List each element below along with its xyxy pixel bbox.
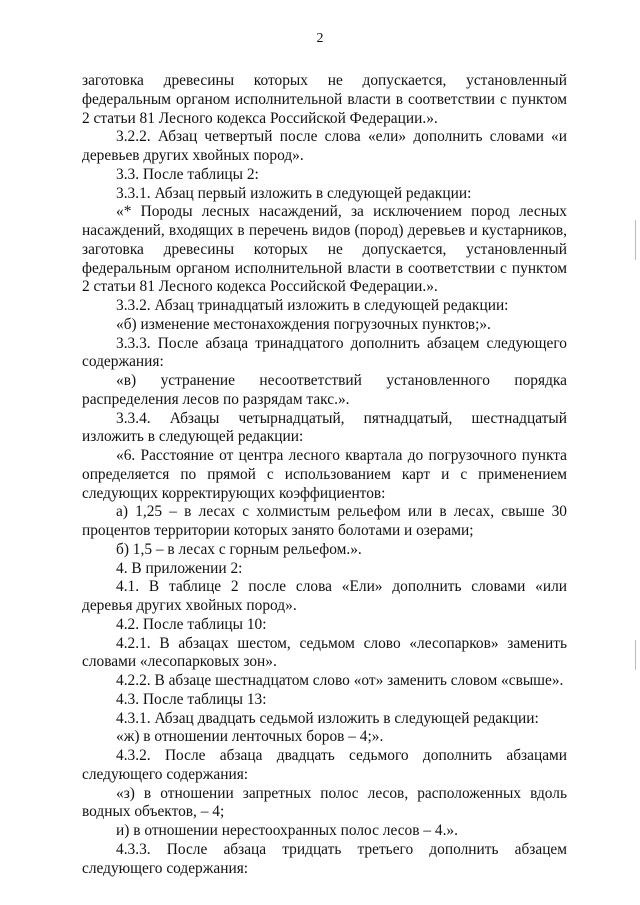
paragraph: 4.3. После таблицы 13:: [116, 690, 267, 708]
paragraph: заготовка древесины которых не допускается, установленный федеральным органом исполнительной власти в соответствии с пунктом 2 статьи 81 Лесного кодекса Российской Федерации.».: [82, 72, 567, 127]
paragraph: и) в отношении нерестоохранных полос лесов – 4.».: [116, 822, 458, 839]
paragraph: «б) изменение местонахождения погрузочных пунктов;».: [116, 315, 491, 333]
paragraph: 4.2.1. В абзацах шестом, седьмом слово «лесопарков» заменить словами «лесопарковых зон».: [82, 634, 567, 671]
paragraph: «з) в отношении запретных полос лесов, расположенных вдоль водных объектов, – 4;: [82, 784, 567, 821]
paragraph: 3.3. После таблицы 2:: [116, 165, 259, 183]
paragraph: 4.2.2. В абзаце шестнадцатом слово «от» заменить словом «свыше».: [116, 672, 564, 689]
paragraph: 3.3.1. Абзац первый изложить в следующей редакции:: [116, 184, 472, 202]
paragraph: 3.3.3. После абзаца тринадцатого дополнить абзацем следующего содержания:: [82, 334, 567, 371]
scan-edge-mark: [635, 640, 636, 670]
paragraph: 4.1. В таблице 2 после слова «Ели» дополнить словами «или деревья других хвойных пород».: [82, 578, 567, 614]
paragraph: 4.2. После таблицы 10:: [116, 615, 267, 633]
paragraph: 3.3.2. Абзац тринадцатый изложить в следующей редакции:: [116, 297, 509, 314]
paragraph: 4.3.2. После абзаца двадцать седьмого дополнить абзацами следующего содержания:: [82, 747, 567, 783]
paragraph: б) 1,5 – в лесах с горным рельефом.».: [116, 540, 362, 558]
paragraph: «ж) в отношении ленточных боров – 4;».: [116, 728, 384, 746]
paragraph: «* Породы лесных насаждений, за исключением пород лесных насаждений, входящих в перечень видов (пород) деревьев и кустарников, заготовка древесины которых не допускается, установленный федеральным органом исполнительной власти в соответствии с пунктом 2 статьи 81 Лесного кодекса Российской Федерации.».: [82, 203, 567, 296]
paragraph: 4. В приложении 2:: [116, 559, 243, 577]
paragraph: 4.3.3. После абзаца тридцать третьего дополнить абзацем следующего содержания:: [82, 840, 567, 877]
paragraph: 4.3.1. Абзац двадцать седьмой изложить в следующей редакции:: [116, 709, 539, 727]
page-number: 2: [316, 31, 324, 46]
paragraph: «в) устранение несоответствий установленного порядка распределения лесов по разрядам такс.».: [82, 372, 567, 408]
paragraph: 3.3.4. Абзацы четырнадцатый, пятнадцатый, шестнадцатый изложить в следующей редакции:: [82, 409, 567, 446]
document-body: [82, 72, 567, 878]
scan-edge-mark: [635, 220, 636, 260]
paragraph: 3.2.2. Абзац четвертый после слова «ели» дополнить словами «и деревьев других хвойных пород».: [82, 128, 567, 164]
paragraph: «6. Расстояние от центра лесного квартала до погрузочного пункта определяется по прямой с использованием карт и с применением следующих корректирующих коэффициентов:: [82, 447, 567, 502]
paragraph: а) 1,25 – в лесах с холмистым рельефом или в лесах, свыше 30 процентов территории которых занято болотами и озерами;: [82, 503, 567, 539]
